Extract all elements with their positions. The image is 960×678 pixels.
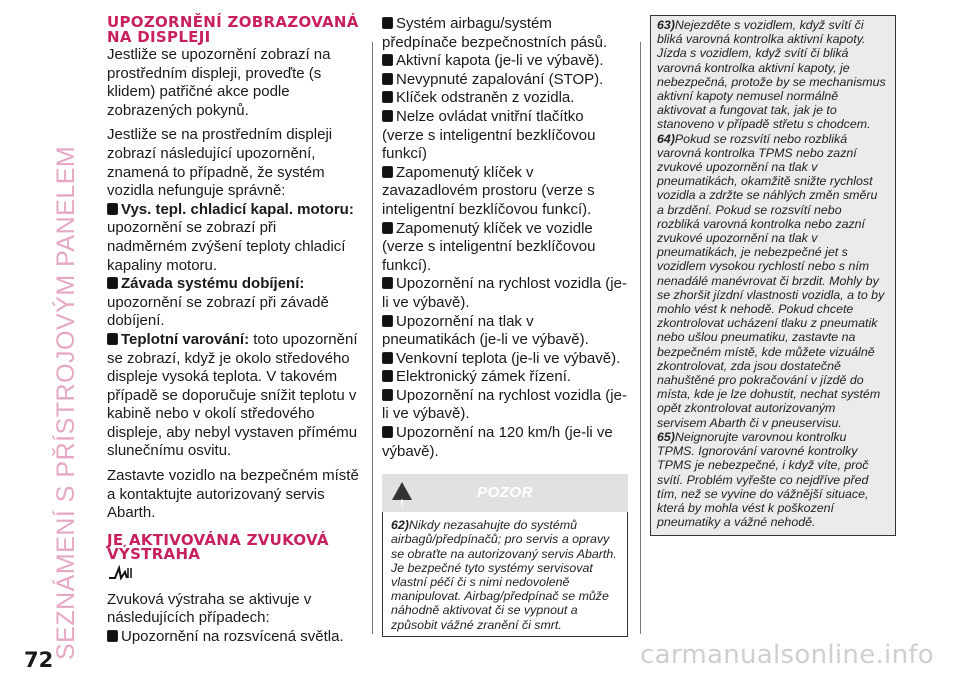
- note-63: 63)Nejezděte s vozidlem, když svítí či bliká varovná kontrolka aktivní kapoty. Jízda s vozidlem, když svítí či bliká varovná kontrolka aktivní kapoty, je nebezpečná, protože by se mechanismus aktivní kapoty nemusel normálně aktivovat a fungovat tak, jak je to stanoveno v případě střetu s chodcem.: [657, 18, 886, 132]
- caution-header: ! POZOR: [382, 474, 628, 512]
- list-item: Upozornění na 120 km/h (je-li ve výbavě).: [382, 424, 613, 460]
- list-item: Systém airbagu/systém předpínače bezpečnostních pásů.: [382, 15, 608, 51]
- bullet-icon: [382, 166, 393, 178]
- bullet-icon: [382, 389, 393, 401]
- watermark: carmanualsonline.info: [640, 640, 935, 670]
- column-divider-2: [640, 42, 641, 634]
- list-item: Upozornění na tlak v pneumatikách (je-li ve výbavě).: [382, 312, 589, 349]
- page-number: 72: [24, 648, 54, 672]
- list-item: Aktivní kapota (je-li ve výbavě).: [382, 52, 628, 71]
- chime-conditions-list: [382, 15, 628, 461]
- bullet-icon: [382, 73, 393, 85]
- bullet-icon: [107, 203, 118, 215]
- note-text: 62)Nikdy nezasahujte do systémů airbagů/předpínačů; pro servis a opravy se obraťte na autorizovaný servis Abarth. Je bezpečné tyto systémy servisovat vlastní péčí či s nimi nedovoleně manipulovat. Airbag/předpínač se může náhodně aktivovat či se vypnout a způsobit vážné zranění či smrt.: [391, 518, 617, 632]
- bullet-icon: [382, 110, 393, 122]
- list-item: Závada systému dobíjení: upozornění se zobrazí při závadě dobíjení.: [107, 275, 329, 330]
- caution-triangle-icon: [392, 482, 412, 500]
- list-item: Upozornění na rychlost vozidla (je-li ve výbavě).: [382, 275, 627, 311]
- side-chapter-title: SEZNÁMENÍ S PŘÍSTROJOVÝM PANELEM: [52, 145, 80, 660]
- list-item: Upozornění na rychlost vozidla (je-li ve výbavě).: [382, 386, 627, 423]
- paragraph: Jestliže se upozornění zobrazí na prostředním displeji, proveďte (s klidem) patřičné akce podle zobrazených pokynů.: [107, 46, 331, 119]
- paragraph: Zastavte vozidlo na bezpečném místě a kontaktujte autorizovaný servis Abarth.: [107, 467, 359, 522]
- bullet-icon: [382, 17, 393, 29]
- bullet-icon: [107, 277, 118, 289]
- bullet-icon: [382, 370, 393, 382]
- note-65: 65)Neignorujte varovnou kontrolku TPMS. Ignorování varovné kontrolky TPMS je nebezpečné, i když víte, proč svítí. Problém vyřešte co nejdříve před tím, než se vyvine do vážnější situace, která by mohla vést k poškození pneumatiky a vážné nehodě.: [657, 429, 869, 530]
- bullet-icon: [382, 277, 393, 289]
- paragraph: Jestliže se na prostředním displeji zobrazí následující upozornění, znamená to případně, že systém vozidla nefunguje správně:: [107, 126, 333, 200]
- list-item: Elektronický zámek řízení.: [382, 368, 628, 387]
- list-item: Nelze ovládat vnitřní tlačítko (verze s inteligentní bezklíčovou funkcí): [382, 107, 596, 163]
- bullet-icon: [382, 54, 393, 66]
- section-heading-display-warnings: UPOZORNĚNÍ ZOBRAZOVANÁ NA DISPLEJI: [107, 13, 359, 46]
- column-1: [107, 15, 359, 647]
- column-2: [382, 15, 628, 637]
- list-item: Nevypnuté zapalování (STOP).: [382, 71, 628, 90]
- warning-chime-icon: [107, 564, 359, 587]
- list-item: Upozornění na rozsvícená světla.: [107, 628, 359, 647]
- bullet-icon: [382, 91, 393, 103]
- note-64: 64)Pokud se rozsvítí nebo rozbliká varovná kontrolka TPMS nebo zazní zvukové upozornění na tlak v pneumatikách, okamžitě snižte rychlost vozidla a zdržte se náhlých změn směru a brzdění. Pokud se rozsvítí nebo rozbliká varovná kontrolka nebo zazní zvukové upozornění na tlak v pneumatikách, je nebezpečné jet s vozidlem vysokou rychlostí nebo s ním nenadálé manévrovat či brzdit. Mohly by se zhoršit jízdní vlastnosti vozidla, a to by mohlo vést k nehodě. Pokud chcete zkontrolovat ucházení tlaku z pneumatik nebo ušlou pneumatiku, zastavte na bezpečném místě, kde můžete vizuálně zkontrolovat, zda jsou dostatečně nahuštěné pro pokračování v jízdě do místa, kde je lze dohustit, nechat systém opět zkontrolovat autorizovaným servisem Abarth či v pneuservisu.: [657, 131, 885, 430]
- bullet-icon: [107, 333, 118, 345]
- list-item: Venkovní teplota (je-li ve výbavě).: [382, 350, 628, 369]
- bullet-icon: [382, 222, 393, 234]
- list-item: Vys. tepl. chladicí kapal. motoru: upozornění se zobrazí při nadměrném zvýšení teploty chladicí kapaliny motoru.: [107, 200, 354, 274]
- list-item: Zapomenutý klíček v zavazadlovém prostoru (verze s inteligentní bezklíčovou funkcí).: [382, 163, 595, 218]
- warning-notes-box: [650, 15, 896, 536]
- paragraph: Zvuková výstraha se aktivuje v následujících případech:: [107, 590, 312, 627]
- bullet-icon: [382, 426, 393, 438]
- column-divider-1: [372, 42, 373, 634]
- list-item: Zapomenutý klíček ve vozidle (verze s inteligentní bezklíčovou funkcí).: [382, 219, 596, 274]
- section-heading-audible-warning: JE AKTIVOVÁNA ZVUKOVÁ VÝSTRAHA: [107, 530, 329, 564]
- caution-note: [382, 512, 628, 637]
- list-item: Teplotní varování: toto upozornění se zobrazí, když je okolo středového displeje vysoká teplota. V takovém případě se doporučuje snížit teplotu v kabině nebo v okolí středového displeje, aby nebyl vystaven přímému slunečnímu osvitu.: [107, 330, 358, 460]
- bullet-icon: [382, 352, 393, 364]
- column-3: [650, 15, 896, 536]
- list-item: Klíček odstraněn z vozidla.: [382, 89, 628, 108]
- bullet-icon: [107, 630, 118, 642]
- bullet-icon: [382, 315, 393, 327]
